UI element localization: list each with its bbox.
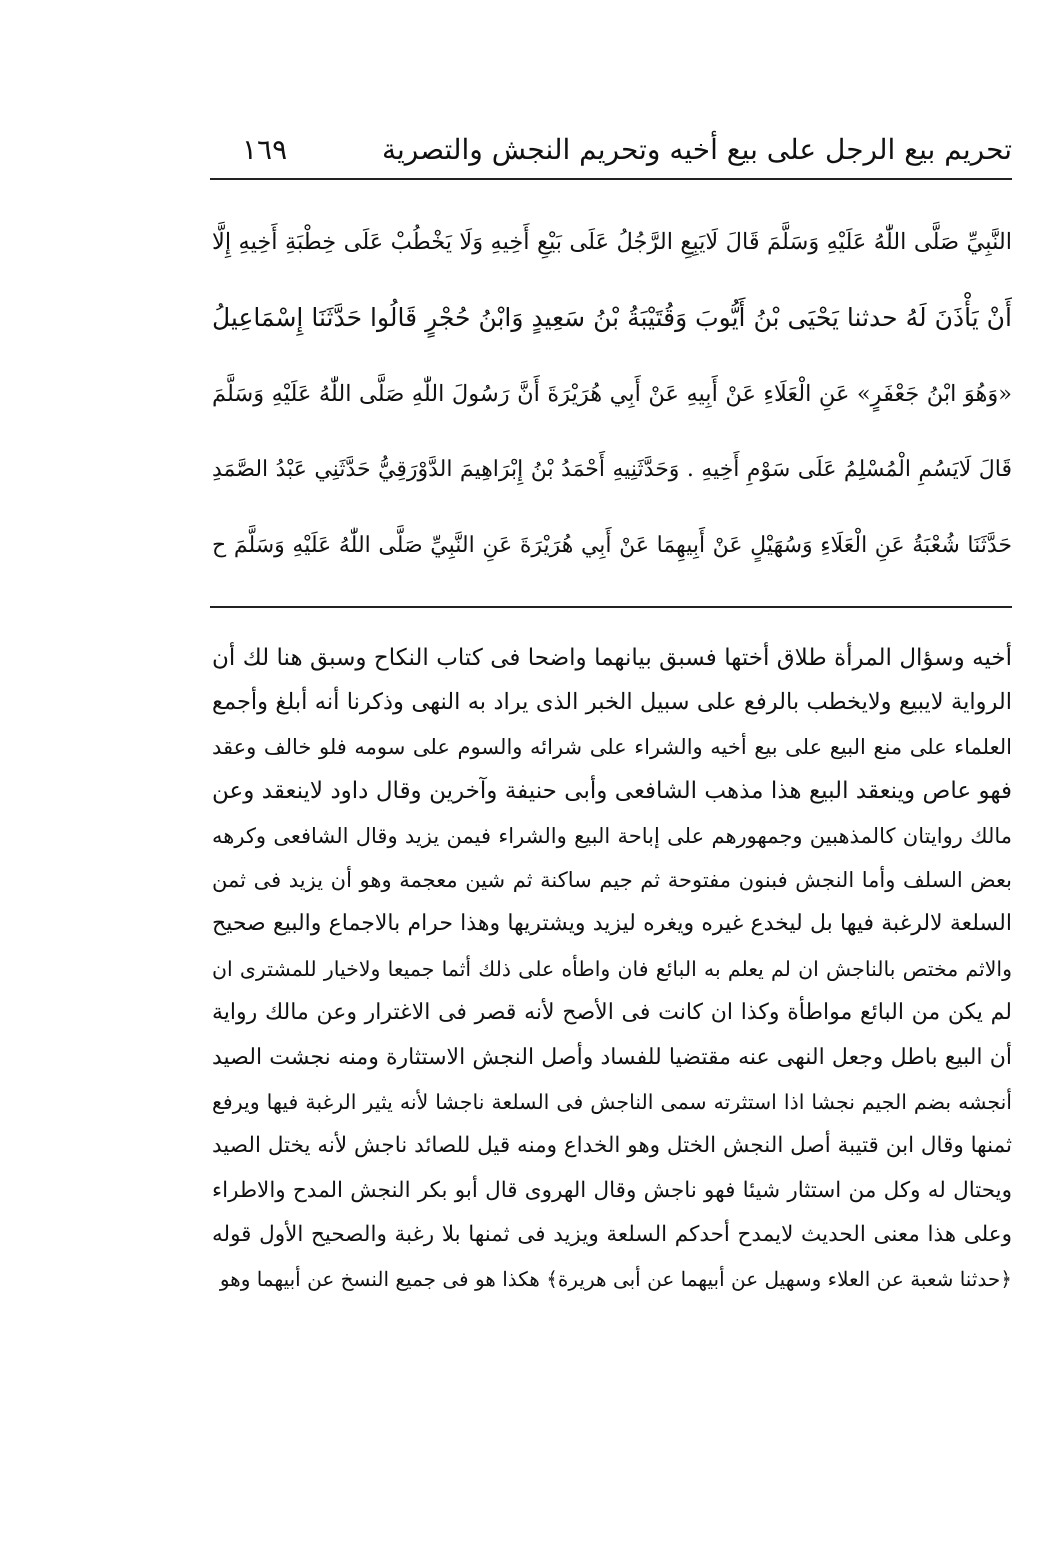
commentary-line: الرواية لايبيع ولايخطب بالرفع على سبيل الخبر الذى يراد به النهى وذكرنا أنه أبلغ وأجمع	[212, 689, 1012, 716]
commentary-line: أن البيع باطل وجعل النهى عنه مقتضيا للفساد وأصل النجش الاستثارة ومنه نجشت الصيد	[212, 1044, 1012, 1070]
hadith-line: حَدَّثَنَا شُعْبَةُ عَنِ الْعَلَاءِ وَسُهَيْلٍ عَنْ أَبِيهِمَا عَنْ أَبِي هُرَيْرَةَ عَنِ النَّبِيِّ صَلَّى اللّٰهُ عَلَيْهِ وَسَلَّمَ ح	[212, 533, 1012, 558]
running-title: تحريم بيع الرجل على بيع أخيه وتحريم النجش والتصرية	[382, 133, 1012, 166]
commentary-line: فهو عاص وينعقد البيع هذا مذهب الشافعى وأبى حنيفة وآخرين وقال داود لاينعقد وعن	[212, 778, 1012, 805]
page-number: ١٦٩	[242, 133, 288, 166]
commentary-line: السلعة لالرغبة فيها بل ليخدع غيره ويغره ليزيد ويشتريها وهذا حرام بالاجماع والبيع صحيح	[212, 911, 1012, 937]
hadith-line: «وَهُوَ ابْنُ جَعْفَرٍ» عَنِ الْعَلَاءِ عَنْ أَبِيهِ عَنْ أَبِي هُرَيْرَةَ أَنَّ رَسُولَ اللّٰهِ صَلَّى اللّٰهُ عَلَيْهِ وَسَلَّمَ	[212, 381, 1012, 407]
commentary-line: والاثم مختص بالناجش ان لم يعلم به البائع فان واطأه على ذلك أثما جميعا ولاخيار للمشترى ان	[212, 956, 1012, 981]
commentary-line: مالك روايتان كالمذهبين وجمهورهم على إباحة البيع والشراء فيمن يزيد وقال الشافعى وكرهه	[212, 823, 1012, 848]
commentary-line: ثمنها وقال ابن قتيبة أصل النجش الختل وهو الخداع ومنه قيل للصائد ناجش لأنه يختل الصيد	[212, 1133, 1012, 1159]
page-header	[212, 124, 1012, 172]
commentary-line: ويحتال له وكل من استثار شيئا فهو ناجش وقال الهروى قال أبو بكر النجش المدح والاطراء	[212, 1177, 1012, 1203]
hadith-line: أَنْ يَأْذَنَ لَهُ حدثنا يَحْيَى بْنُ أَيُّوبَ وَقُتَيْبَةُ بْنُ سَعِيدٍ وَابْنُ حُجْرٍ قَالُوا حَدَّثَنَا إِسْمَاعِيلُ	[212, 303, 1012, 332]
commentary-line: أخيه وسؤال المرأة طلاق أختها فسبق بيانهما واضحا فى كتاب النكاح وسبق هنا لك أن	[212, 645, 1012, 671]
commentary-text	[212, 636, 1012, 1302]
commentary-line: وعلى هذا معنى الحديث لايمدح أحدكم السلعة ويزيد فى ثمنها بلا رغبة والصحيح الأول قوله	[212, 1222, 1012, 1248]
commentary-line: لم يكن من البائع مواطأة وكذا ان كانت فى الأصح لأنه قصر فى الاغترار وعن مالك رواية	[212, 1000, 1012, 1026]
commentary-line: ﴿حدثنا شعبة عن العلاء وسهيل عن أبيهما عن أبى هريرة﴾ هكذا هو فى جميع النسخ عن أبيهما وهو	[219, 1267, 1012, 1292]
commentary-line: أنجشه بضم الجيم نجشا اذا استثرته سمى الناجش فى السلعة ناجشا لأنه يثير الرغبة فيها ويرفع	[212, 1089, 1012, 1114]
header-rule	[210, 178, 1012, 180]
hadith-line: قَالَ لَايَسُمِ الْمُسْلِمُ عَلَى سَوْمِ أَخِيهِ . وَحَدَّثَنِيهِ أَحْمَدُ بْنُ إِبْرَاهِيمَ الدَّوْرَقِيُّ حَدَّثَنِي عَبْدُ الصَّمَدِ	[212, 457, 1012, 482]
hadith-line: النَّبِيِّ صَلَّى اللّٰهُ عَلَيْهِ وَسَلَّمَ قَالَ لَايَبِعِ الرَّجُلُ عَلَى بَيْعِ أَخِيهِ وَلَا يَخْطُبْ عَلَى خِطْبَةِ أَخِيهِ إِلَّا	[212, 229, 1012, 255]
commentary-line: العلماء على منع البيع على بيع أخيه والشراء على شرائه والسوم على سومه فلو خالف وعقد	[212, 734, 1012, 759]
hadith-text	[212, 204, 1012, 584]
section-divider	[210, 606, 1012, 608]
commentary-line: بعض السلف وأما النجش فبنون مفتوحة ثم جيم ساكنة ثم شين معجمة وهو أن يزيد فى ثمن	[212, 867, 1012, 892]
